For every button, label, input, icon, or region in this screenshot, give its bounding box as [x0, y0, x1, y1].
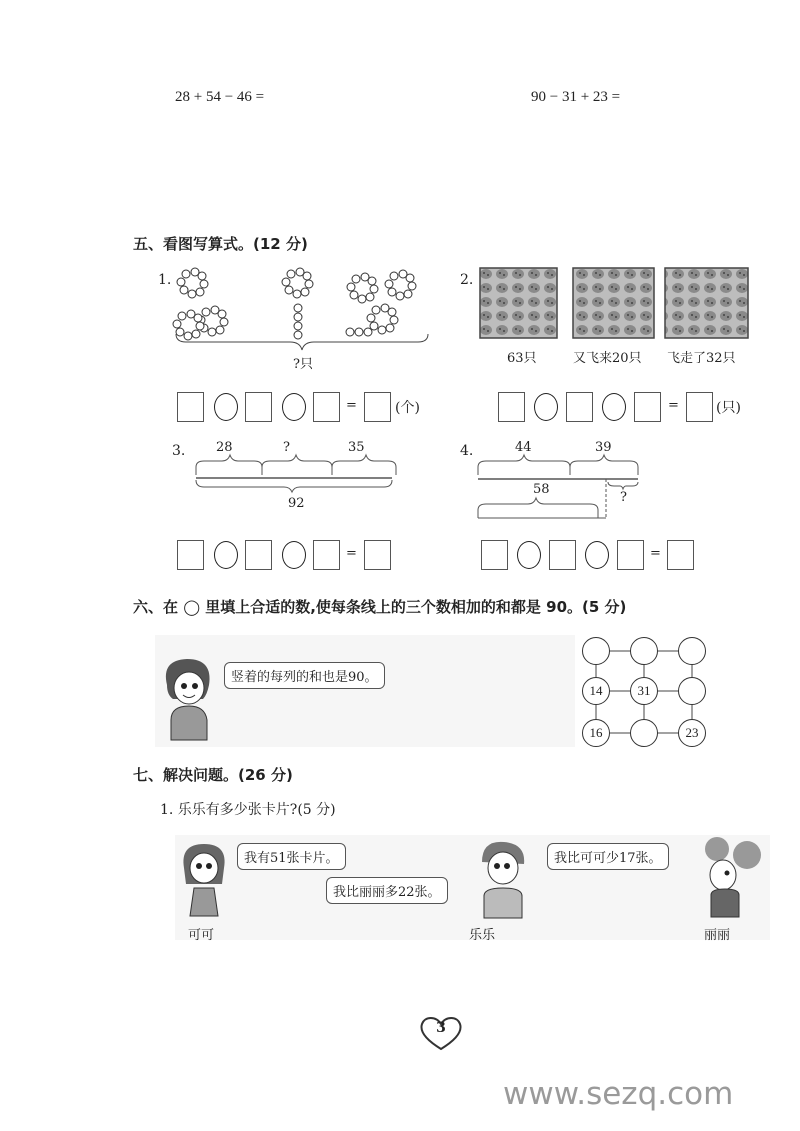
hint-bubble: 竖着的每列的和也是90。	[224, 662, 385, 689]
q3-label-2: ?	[283, 440, 290, 455]
q1-number: 1.	[158, 272, 172, 288]
q2-caption-2: 又飞来20只	[573, 351, 642, 366]
q4-label-1: 44	[515, 440, 532, 455]
answer-box[interactable]	[245, 540, 272, 570]
keke-illustration	[172, 838, 234, 920]
answer-box[interactable]	[245, 392, 272, 422]
answer-box[interactable]	[313, 540, 340, 570]
answer-box[interactable]	[481, 540, 508, 570]
grid-node[interactable]	[630, 637, 658, 665]
q4-number: 4.	[460, 443, 474, 459]
q4-segment-diagram	[475, 440, 645, 522]
q4-label-3: 58	[533, 482, 550, 497]
grid-node[interactable]	[678, 677, 706, 705]
lele-illustration	[472, 838, 532, 920]
equals-sign: =	[346, 546, 357, 561]
lili-illustration	[695, 833, 765, 918]
answer-box[interactable]	[617, 540, 644, 570]
grid-node[interactable]: 31	[630, 677, 658, 705]
grid-node[interactable]	[582, 637, 610, 665]
q4-question: ?	[620, 490, 627, 505]
operator-circle[interactable]	[585, 541, 609, 569]
operator-circle[interactable]	[282, 393, 306, 421]
result-box[interactable]	[686, 392, 713, 422]
answer-box[interactable]	[549, 540, 576, 570]
grid-node[interactable]	[630, 719, 658, 747]
grid-node[interactable]	[678, 637, 706, 665]
q3-label-3: 35	[348, 440, 365, 455]
q2-caption-3: 飞走了32只	[667, 351, 736, 366]
q3-total: 92	[288, 496, 305, 511]
q1-brace-label: ?只	[293, 357, 313, 372]
grid-node[interactable]: 16	[582, 719, 610, 747]
q2-number: 2.	[460, 272, 474, 288]
result-box[interactable]	[364, 392, 391, 422]
equals-sign: =	[668, 398, 679, 413]
grid-node[interactable]: 23	[678, 719, 706, 747]
operator-circle[interactable]	[282, 541, 306, 569]
lili-bubble: 我比可可少17张。	[547, 843, 669, 870]
watermark: www.sezq.com	[503, 1076, 734, 1112]
equals-sign: =	[650, 546, 661, 561]
operator-circle[interactable]	[517, 541, 541, 569]
answer-box[interactable]	[177, 540, 204, 570]
answer-box[interactable]	[566, 392, 593, 422]
keke-bubble: 我有51张卡片。	[237, 843, 346, 870]
section-5-title: 五、看图写算式。(12 分)	[133, 235, 308, 253]
answer-box[interactable]	[498, 392, 525, 422]
equals-sign: =	[346, 398, 357, 413]
name-lele: 乐乐	[469, 928, 496, 943]
result-box[interactable]	[667, 540, 694, 570]
q3-label-1: 28	[216, 440, 233, 455]
q1-unit: (个)	[395, 400, 420, 416]
section-6-title: 六、在 ◯ 里填上合适的数,使每条线上的三个数相加的和都是 90。(5 分)	[133, 598, 627, 616]
q4-label-2: 39	[595, 440, 612, 455]
grid-node[interactable]: 14	[582, 677, 610, 705]
problem-1-title: 1. 乐乐有多少张卡片?(5 分)	[160, 802, 336, 818]
answer-box[interactable]	[634, 392, 661, 422]
operator-circle[interactable]	[602, 393, 626, 421]
girl-illustration	[157, 655, 222, 745]
ladybug-pictures	[478, 267, 750, 340]
answer-box[interactable]	[177, 392, 204, 422]
section-7-title: 七、解决问题。(26 分)	[133, 766, 293, 784]
q2-caption-1: 63只	[507, 351, 537, 366]
operator-circle[interactable]	[534, 393, 558, 421]
q2-unit: (只)	[716, 400, 741, 416]
result-box[interactable]	[364, 540, 391, 570]
expression-2: 90 − 31 + 23 =	[531, 89, 621, 105]
expression-1: 28 + 54 − 46 =	[175, 89, 265, 105]
bead-necklaces-picture	[170, 262, 432, 354]
lele-bubble: 我比丽丽多22张。	[326, 877, 448, 904]
answer-box[interactable]	[313, 392, 340, 422]
page-number: 3	[436, 1020, 446, 1036]
name-lili: 丽丽	[704, 928, 731, 943]
operator-circle[interactable]	[214, 541, 238, 569]
q3-number: 3.	[172, 443, 186, 459]
operator-circle[interactable]	[214, 393, 238, 421]
name-keke: 可可	[188, 928, 215, 943]
